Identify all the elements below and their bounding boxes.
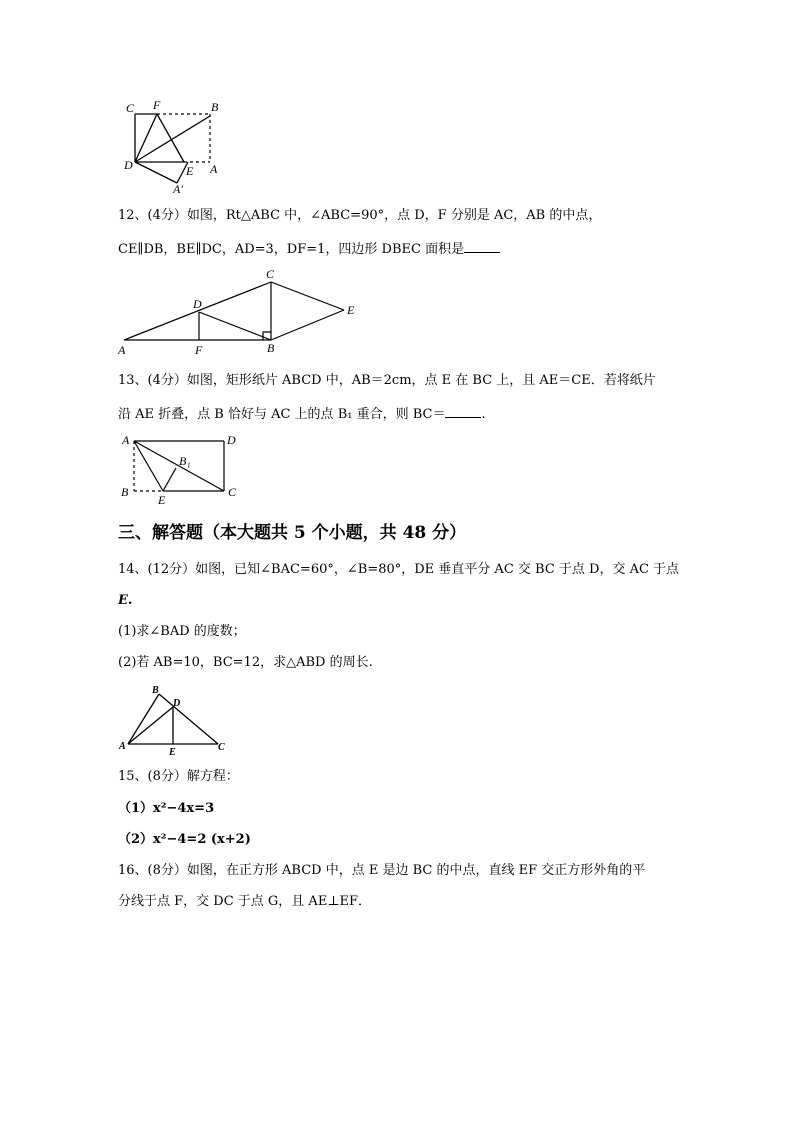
q12-label-D: D xyxy=(193,297,202,311)
q13-figure xyxy=(116,430,246,506)
q13-line2-end: . xyxy=(481,407,486,422)
q14-label-B: B xyxy=(152,685,159,696)
fold-label-A: A xyxy=(210,162,218,176)
q12-label-C: C xyxy=(266,267,275,281)
fold-figure xyxy=(120,96,230,196)
q15-line1: 15、(8分）解方程： xyxy=(118,769,239,784)
fold-label-D: D xyxy=(124,158,133,172)
q14-part2: (2)若 AB=10，BC=12，求△ABD 的周长. xyxy=(118,655,373,670)
q14-figure xyxy=(116,682,232,756)
q12-label-E: E xyxy=(347,303,355,317)
fold-label-F: F xyxy=(153,98,161,112)
q13-label-C: C xyxy=(228,485,237,499)
q13-label-B: B xyxy=(121,485,129,499)
q14-label-A: A xyxy=(119,741,126,752)
fold-label-A-prime: A′ xyxy=(173,182,183,196)
q14-label-E: E xyxy=(169,747,176,756)
section-3-heading: 三、解答题（本大题共 5 个小题，共 48 分） xyxy=(118,523,467,543)
q14-line2: E. xyxy=(118,593,133,608)
fold-label-E: E xyxy=(186,164,194,178)
q12-label-A: A xyxy=(118,343,126,357)
q16-line2: 分线于点 F，交 DC 于点 G，且 AE⊥EF． xyxy=(118,894,372,909)
q13-line2-text: 沿 AE 折叠，点 B 恰好与 AC 上的点 B₁ 重合，则 BC＝ xyxy=(118,407,446,422)
q15-eq2: （2）x²−4=2 (x+2) xyxy=(118,832,251,847)
q14-part1: (1)求∠BAD 的度数； xyxy=(118,624,246,639)
q12-line2 xyxy=(118,240,500,259)
q14-line1: 14、(12分）如图，已知∠BAC=60°，∠B=80°，DE 垂直平分 AC 交 BC 于点 D，交 AC 于点 xyxy=(118,562,680,577)
q13-label-B1: B₁ xyxy=(179,454,191,468)
fold-label-B: B xyxy=(211,100,219,114)
q12-label-B: B xyxy=(267,341,275,355)
q12-answer-blank xyxy=(464,240,500,253)
q12-label-F: F xyxy=(195,343,203,357)
q15-eq1: （1）x²−4x=3 xyxy=(118,801,215,816)
q13-label-E: E xyxy=(158,493,166,506)
q12-line2-text: CE∥DB，BE∥DC，AD=3，DF=1，四边形 DBEC 面积是 xyxy=(118,242,465,257)
q16-line1: 16、(8分）如图，在正方形 ABCD 中，点 E 是边 BC 的中点，直线 EF 交正方形外角的平 xyxy=(118,863,646,878)
q13-label-D: D xyxy=(227,433,236,447)
q14-label-C: C xyxy=(218,742,225,753)
q13-line2 xyxy=(118,405,486,424)
q12-figure xyxy=(116,266,366,358)
q14-label-D: D xyxy=(173,698,181,709)
q13-answer-blank xyxy=(445,405,481,418)
q13-label-A: A xyxy=(122,433,130,447)
q12-line1: 12、(4分）如图，Rt△ABC 中，∠ABC=90°，点 D，F 分别是 AC，AB 的中点， xyxy=(118,208,602,223)
q13-line1: 13、(4分）如图，矩形纸片 ABCD 中，AB＝2cm，点 E 在 BC 上，且 AE＝CE．若将纸片 xyxy=(118,373,656,388)
fold-label-C: C xyxy=(126,101,135,115)
